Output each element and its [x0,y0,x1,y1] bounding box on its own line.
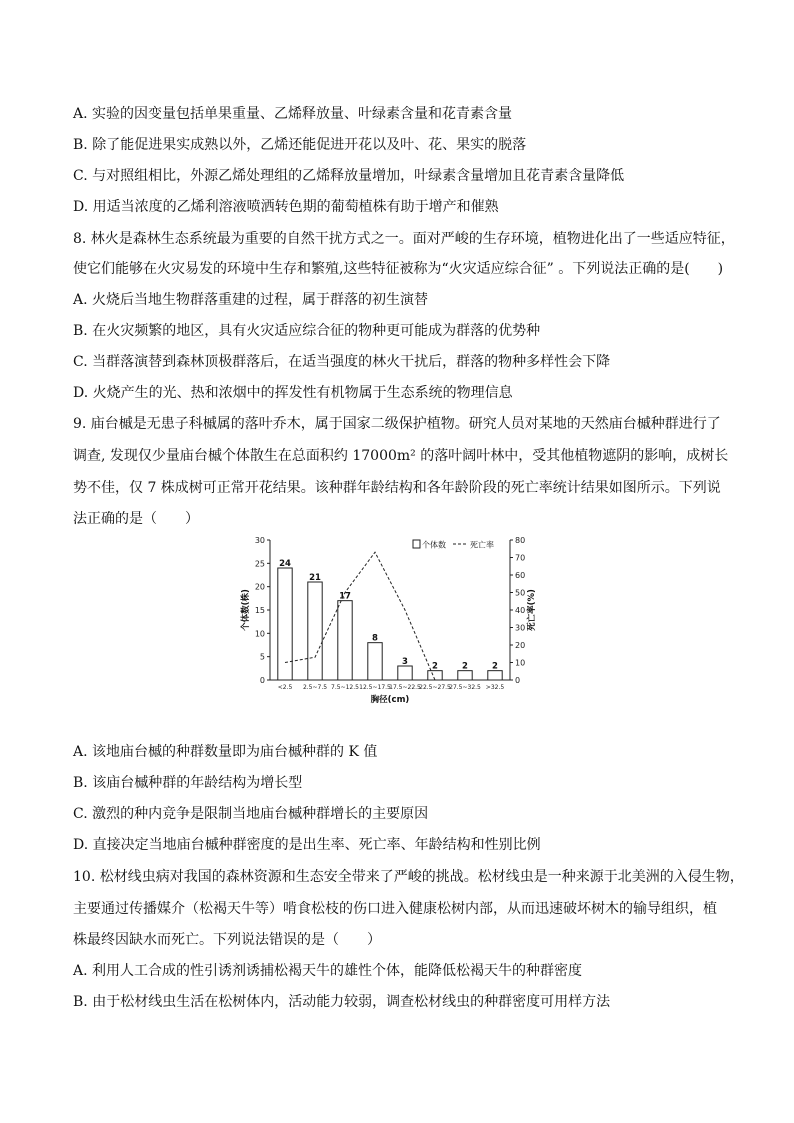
q9-stem-line-2: 调查, 发现仅少量庙台槭个体散生在总面积约 17000m² 的落叶阔叶林中，受其他植物遮阴的影响，成树长 [73,448,729,464]
legend-bar-swatch [413,540,420,548]
q7-option-c: C. 与对照组相比，外源乙烯处理组的乙烯释放量增加，叶绿素含量增加且花青素含量降低 [73,168,625,184]
q10-stem-line-2: 主要通过传播媒介（松褐天牛等）啃食松枝的伤口进入健康松树内部，从而迅速破坏树木的输导组织，植 [73,901,717,917]
right-tick-label: 0 [515,676,521,685]
right-tick-label: 80 [515,536,526,545]
q8-option-d: D. 火烧产生的光、热和浓烟中的挥发性有机物属于生态系统的物理信息 [73,385,513,401]
bar [458,671,472,680]
bar-data-label: 3 [402,657,408,667]
bar-data-label: 2 [462,661,468,672]
x-axis-label: 胸径(cm) [370,695,410,705]
x-tick-label: 7.5~12.5 [331,684,359,691]
bar [278,568,292,680]
bar-data-label: 2 [492,661,498,672]
right-tick-label: 10 [515,658,526,668]
left-tick-label: 0 [259,676,265,685]
q7-option-a: A. 实验的因变量包括单果重量、乙烯释放量、叶绿素含量和花青素含量 [73,106,513,122]
right-tick-label: 50 [515,588,526,598]
x-tick-label: <2.5 [277,684,293,691]
q10-stem-line-3: 株最终因缺水而死亡。下列说法错误的是（ ） [73,932,381,948]
x-tick-label: 27.5~32.5 [449,684,481,691]
q8-stem-line-2: 使它们能够在火灾易发的环境中生存和繁殖,这些特征被称为“火灾适应综合征” 。下列说法正确的是( ) [73,261,724,277]
q7-option-b: B. 除了能促进果实成熟以外，乙烯还能促进开花以及叶、花、果实的脱落 [73,137,527,153]
bar-data-label: 2 [432,661,438,672]
right-tick-label: 30 [515,623,526,633]
q10-option-a: A. 利用人工合成的性引诱剂诱捕松褐天牛的雄性个体，能降低松褐天牛的种群密度 [73,963,583,979]
legend-bar-label: 个体数 [422,540,446,550]
x-tick-label: 12.5~17.5 [359,684,391,691]
left-tick-label: 30 [254,536,265,545]
left-axis-label: 个体数(株) [241,589,251,631]
bar [488,671,502,680]
left-tick-label: 15 [254,606,265,615]
right-tick-label: 60 [515,571,526,580]
x-tick-label: >32.5 [485,684,505,691]
right-tick-label: 70 [515,553,526,563]
q8-option-c: C. 当群落演替到森林顶极群落后，在适当强度的林火干扰后，群落的物种多样性会下降 [73,354,611,370]
q9-stem-line-4: 法正确的是（ ） [73,511,199,527]
q9-chart-svg [240,532,540,712]
bar-data-label: 8 [372,633,378,644]
q9-chart [240,532,540,712]
left-tick-label: 25 [254,559,265,569]
bar [428,671,442,680]
left-tick-label: 5 [259,652,265,662]
q10-stem-line-1: 10. 松材线虫病对我国的森林资源和生态安全带来了严峻的挑战。松材线虫是一种来源于北美洲的入侵生物， [73,869,744,885]
x-tick-label: 2.5~7.5 [302,684,328,691]
bar-data-label: 21 [309,573,321,583]
q8-option-a: A. 火烧后当地生物群落重建的过程，属于群落的初生演替 [73,292,429,308]
q8-stem-line-1: 8. 林火是森林生态系统最为重要的自然干扰方式之一。面对严峻的生存环境，植物进化出了一些适应特征， [73,231,735,247]
bar [308,582,322,680]
q9-option-a: A. 该地庙台槭的种群数量即为庙台槭种群的 K 值 [73,744,378,760]
right-tick-label: 20 [515,641,526,650]
q10-option-b: B. 由于松材线虫生活在松树体内，活动能力较弱，调查松材线虫的种群密度可用样方法 [73,994,611,1010]
bar-data-label: 24 [279,559,291,569]
q9-stem-line-1: 9. 庙台槭是无患子科槭属的落叶乔木，属于国家二级保护植物。研究人员对某地的天然庙台槭种群进行了 [73,416,721,432]
q7-option-d: D. 用适当浓度的乙烯利溶液喷洒转色期的葡萄植株有助于增产和催熟 [73,199,499,215]
x-tick-label: 22.5~27.5 [419,684,451,691]
left-tick-label: 10 [254,629,265,639]
legend-line-label: 死亡率 [470,540,494,550]
x-tick-label: 17.5~22.5 [389,684,421,691]
bar [368,643,382,680]
bar [338,601,352,680]
q9-option-c: C. 激烈的种内竞争是限制当地庙台槭种群增长的主要原因 [73,806,429,822]
bar-data-label: 17 [339,591,351,602]
left-tick-label: 20 [254,582,265,592]
q9-stem-line-3: 势不佳，仅 7 株成树可正常开花结果。该种群年龄结构和各年龄阶段的死亡率统计结果如图所示。下列说 [73,480,721,496]
q8-option-b: B. 在火灾频繁的地区，具有火灾适应综合征的物种更可能成为群落的优势种 [73,323,541,339]
right-tick-label: 40 [515,606,526,615]
right-axis-label: 死亡率(%) [527,589,537,631]
q9-option-d: D. 直接决定当地庙台槭种群密度的是出生率、死亡率、年龄结构和性别比例 [73,837,541,853]
q9-option-b: B. 该庙台槭种群的年龄结构为增长型 [73,775,303,791]
bar [398,666,412,680]
